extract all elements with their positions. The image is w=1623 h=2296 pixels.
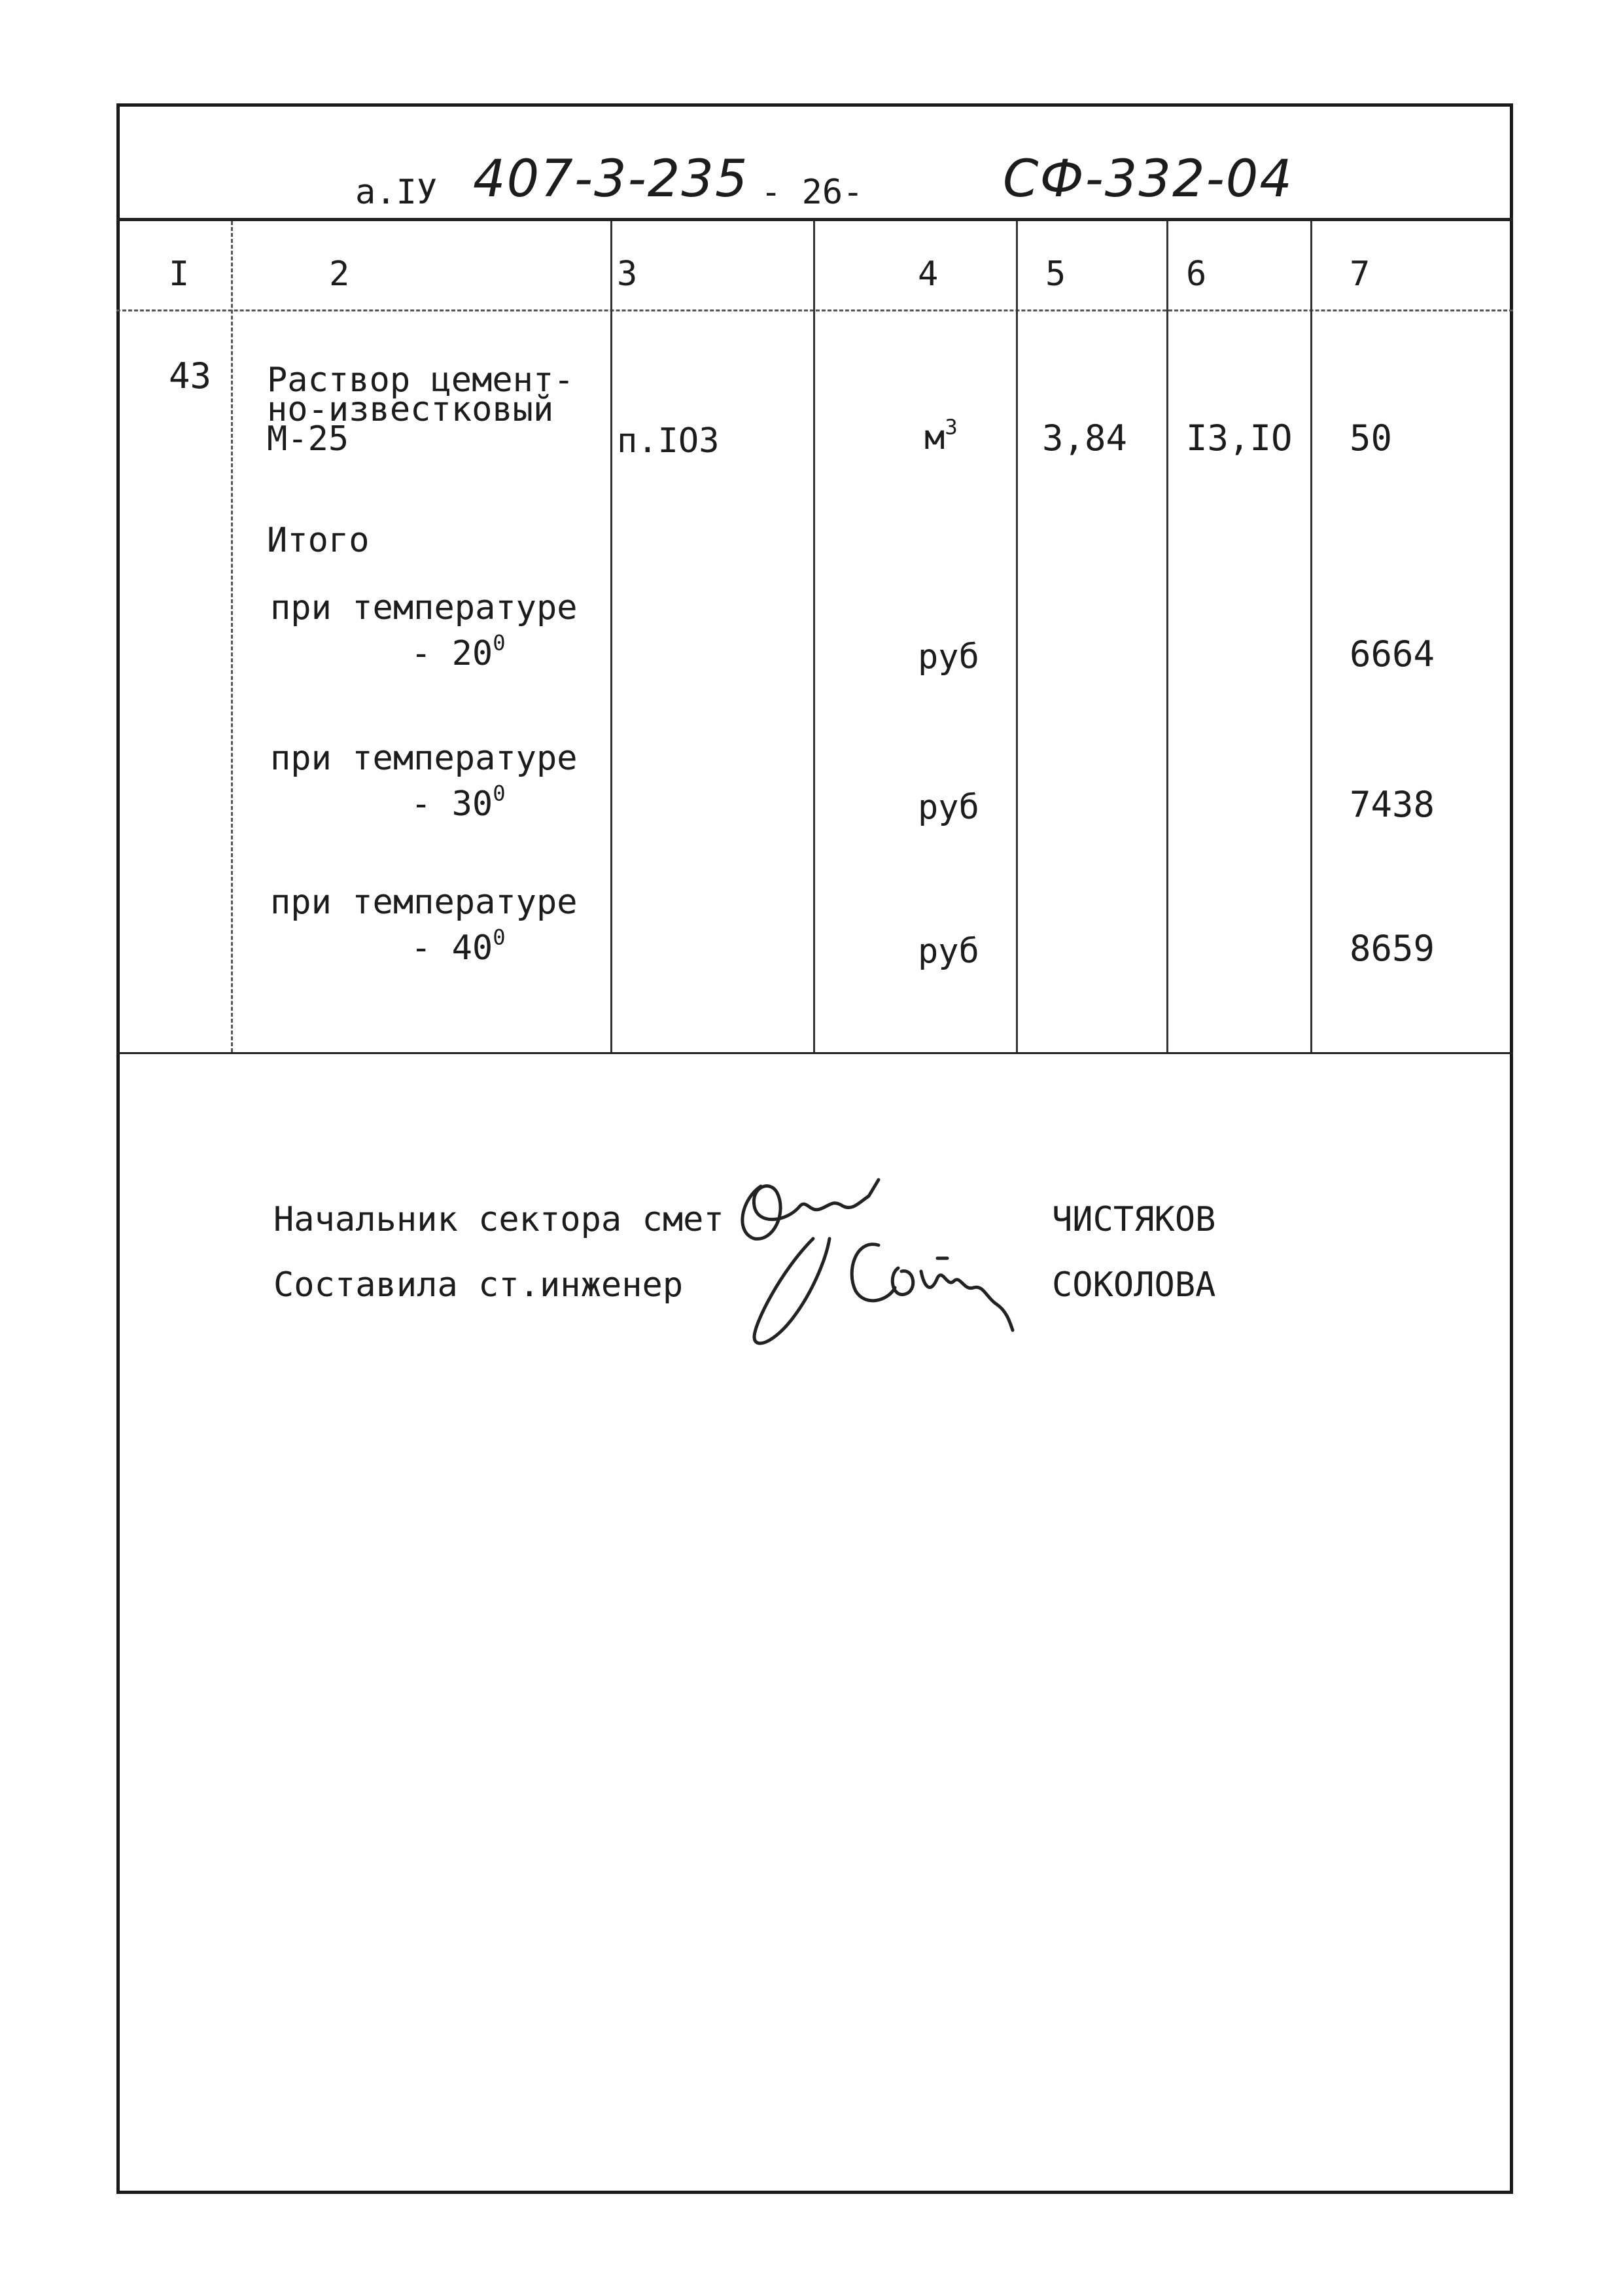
project-code: 407-3-235 [473, 150, 749, 209]
item-price: I3,IО [1186, 417, 1293, 459]
totals-label: Итого [267, 521, 370, 560]
column-header-3: 3 [617, 255, 638, 294]
album-prefix: а.IУ [355, 173, 438, 212]
temperature-label: при температуре [270, 588, 578, 627]
item-name-line-2: но-известковый [267, 390, 554, 429]
document-code: СФ-332-04 [1003, 150, 1294, 209]
temperature-label: при температуре [270, 739, 578, 778]
item-reference: п.IО3 [617, 421, 720, 461]
column-header-5: 5 [1045, 255, 1066, 294]
temperature-value: - $20^0$ [411, 630, 506, 673]
total-unit: руб [918, 637, 979, 677]
item-unit: $м^3$ [924, 414, 958, 457]
temperature-value: - $30^0$ [411, 781, 506, 824]
item-name-line-3: М-25 [267, 419, 349, 459]
column-header-2: 2 [329, 255, 350, 294]
total-unit: руб [918, 788, 979, 827]
column-header-4: 4 [918, 255, 939, 294]
column-separator-5 [1166, 221, 1168, 1052]
table-bottom-rule [116, 1052, 1513, 1054]
column-header-6: 6 [1186, 255, 1207, 294]
signatory-role: Начальник сектора смет [273, 1200, 724, 1239]
column-separator-6 [1310, 221, 1312, 1052]
temperature-label: при температуре [270, 883, 578, 922]
column-separator-1 [231, 221, 233, 1052]
handwritten-signature [715, 1160, 1029, 1376]
signatory-name: ЧИСТЯКОВ [1052, 1200, 1216, 1239]
total-unit: руб [918, 932, 979, 971]
column-separator-4 [1016, 221, 1018, 1052]
column-header-1: I [169, 255, 190, 294]
signatory-name: СОКОЛОВА [1052, 1265, 1216, 1305]
row-number: 43 [169, 355, 212, 397]
total-value: 8659 [1350, 928, 1435, 969]
temperature-value: - $40^0$ [411, 925, 506, 968]
total-value: 6664 [1350, 633, 1435, 675]
column-separator-3 [813, 221, 815, 1052]
page-number: - 26- [761, 173, 864, 212]
total-value: 7438 [1350, 784, 1435, 825]
column-header-7: 7 [1350, 255, 1370, 294]
item-total: 50 [1350, 417, 1393, 459]
item-quantity: 3,84 [1042, 417, 1128, 459]
item-name-line-1: Раствор цемент- [267, 361, 574, 400]
signatory-role: Составила ст.инженер [273, 1265, 684, 1305]
column-separator-2 [610, 221, 612, 1052]
